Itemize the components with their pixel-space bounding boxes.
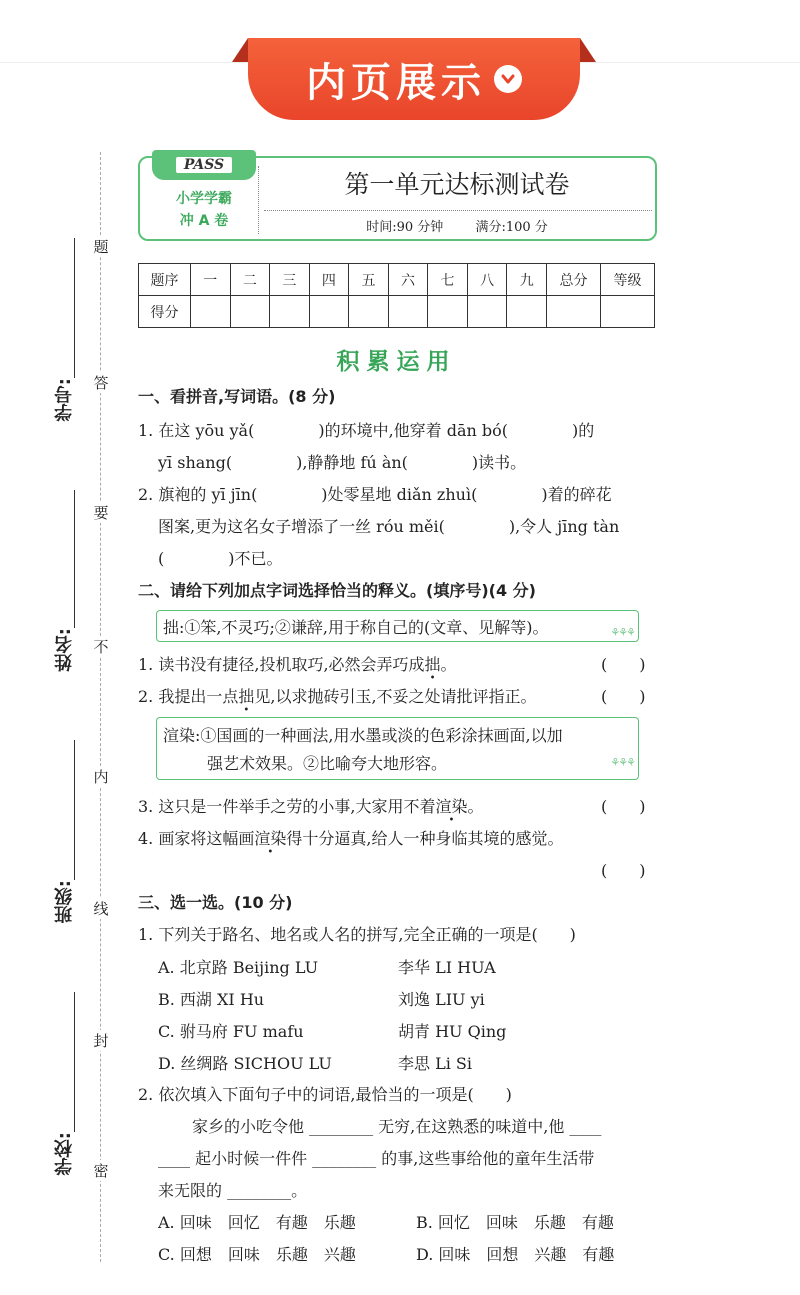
q1-heading: 一、看拼音,写词语。(8 分)	[138, 387, 336, 406]
school-line[interactable]	[74, 992, 75, 1132]
q1-line: yī shang( ),静静地 fú àn( )读书。	[158, 453, 527, 472]
definition-box: 拙:①笨,不灵巧;②谦辞,用于称自己的(文章、见解等)。 ⚘⚘⚘	[156, 610, 639, 642]
q2-sentence: 3. 这只是一件举手之劳的小事,大家用不着渲染。	[138, 797, 484, 816]
answer-blank[interactable]: ( )	[601, 655, 646, 674]
answer-blank[interactable]: ( )	[601, 861, 646, 880]
banner-fold-right	[580, 38, 596, 62]
option[interactable]: B. 回忆 回味 乐趣 有趣	[416, 1213, 614, 1232]
student-id-line[interactable]	[74, 238, 75, 378]
section-title: 积累运用	[336, 348, 457, 375]
q3-sentence: ____ 起小时候一件件 ________ 的事,这些事给他的童年生活带	[158, 1149, 595, 1168]
series-brand: 小学学霸 冲 A 卷	[176, 191, 232, 229]
exam-score: 满分:100 分	[475, 220, 548, 235]
option[interactable]: C. 回想 回味 乐趣 兴趣	[158, 1245, 356, 1264]
class-line[interactable]	[74, 740, 75, 880]
binding-char: 密	[93, 1162, 109, 1180]
exam-meta	[262, 216, 652, 235]
q3-prompt: 2. 依次填入下面句子中的词语,最恰当的一项是( )	[138, 1085, 512, 1104]
option: 胡青 HU Qing	[398, 1022, 507, 1041]
q1-line: 1. 在这 yōu yǎ( )的环境中,他穿着 dān bó( )的	[138, 421, 595, 440]
header-separator	[258, 166, 259, 234]
table-row: 题序 一 二 三 四 五 六 七 八 九 总分 等级	[139, 264, 655, 296]
q2-sentence: 2. 我提出一点拙见,以求抛砖引玉,不妥之处请批评指正。	[138, 687, 537, 706]
binding-line	[100, 152, 101, 1262]
q2-sentence: 1. 读书没有捷径,投机取巧,必然会弄巧成拙。	[138, 655, 457, 674]
answer-blank[interactable]: ( )	[601, 687, 646, 706]
option[interactable]: D. 回味 回想 兴趣 有趣	[416, 1245, 615, 1264]
leaf-icon: ⚘⚘⚘	[610, 756, 634, 769]
definition-box: 渲染:①国画的一种画法,用水墨或淡的色彩涂抹画面,以加 强艺术效果。②比喻夸大地形容。 ⚘⚘⚘	[156, 717, 639, 780]
binding-char: 要	[93, 504, 109, 522]
q1-line: ( )不已。	[158, 549, 283, 568]
q3-heading: 三、选一选。(10 分)	[138, 893, 293, 912]
name-line[interactable]	[74, 490, 75, 628]
q2-sentence: 4. 画家将这幅画渲染得十分逼真,给人一种身临其境的感觉。	[138, 829, 564, 848]
option: 李思 Li Si	[398, 1054, 472, 1073]
option[interactable]: D. 丝绸路 SICHOU LU	[158, 1054, 332, 1073]
option[interactable]: A. 北京路 Beijing LU	[158, 958, 319, 977]
student-id-label: 学号:	[54, 378, 75, 422]
q1-line: 2. 旗袍的 yī jīn( )处零星地 diǎn zhuì( )着的碎花	[138, 485, 612, 504]
option[interactable]: A. 回味 回忆 有趣 乐趣	[158, 1213, 356, 1232]
score-table	[138, 263, 655, 328]
class-label: 班级:	[54, 880, 75, 924]
q3-prompt: 1. 下列关于路名、地名或人名的拼写,完全正确的一项是( )	[138, 925, 576, 944]
option: 刘逸 LIU yi	[398, 990, 485, 1009]
pass-logo: PASS	[152, 150, 256, 180]
option[interactable]: B. 西湖 XI Hu	[158, 990, 265, 1009]
chevron-down-icon[interactable]	[494, 65, 522, 93]
q1-line: 图案,更为这名女子增添了一丝 róu měi( ),令人 jīng tàn	[158, 517, 620, 536]
q3-sentence: 家乡的小吃令他 ________ 无穷,在这熟悉的味道中,他 ____	[192, 1117, 602, 1136]
q2-heading: 二、请给下列加点字词选择恰当的释义。(填序号)(4 分)	[138, 581, 536, 600]
banner-title: 内页展示	[306, 59, 486, 106]
banner-fold-left	[232, 38, 248, 62]
table-row: 得分	[139, 296, 655, 328]
binding-char: 封	[93, 1032, 109, 1050]
q3-sentence: 来无限的 ________。	[158, 1181, 308, 1200]
answer-blank[interactable]: ( )	[601, 797, 646, 816]
leaf-icon: ⚘⚘⚘	[610, 626, 634, 639]
option: 李华 LI HUA	[398, 958, 496, 977]
school-label: 学校:	[54, 1132, 75, 1176]
page-banner	[248, 38, 580, 120]
binding-char: 不	[93, 638, 109, 656]
option[interactable]: C. 驸马府 FU mafu	[158, 1022, 304, 1041]
header-dotted-rule	[264, 210, 652, 211]
page-title: 第一单元达标测试卷	[344, 170, 570, 199]
exam-time: 时间:90 分钟	[366, 220, 444, 235]
binding-char: 内	[93, 768, 109, 786]
binding-char: 题	[93, 238, 109, 256]
name-label: 姓名:	[54, 628, 75, 672]
binding-char: 线	[93, 900, 109, 918]
binding-char: 答	[93, 374, 109, 392]
